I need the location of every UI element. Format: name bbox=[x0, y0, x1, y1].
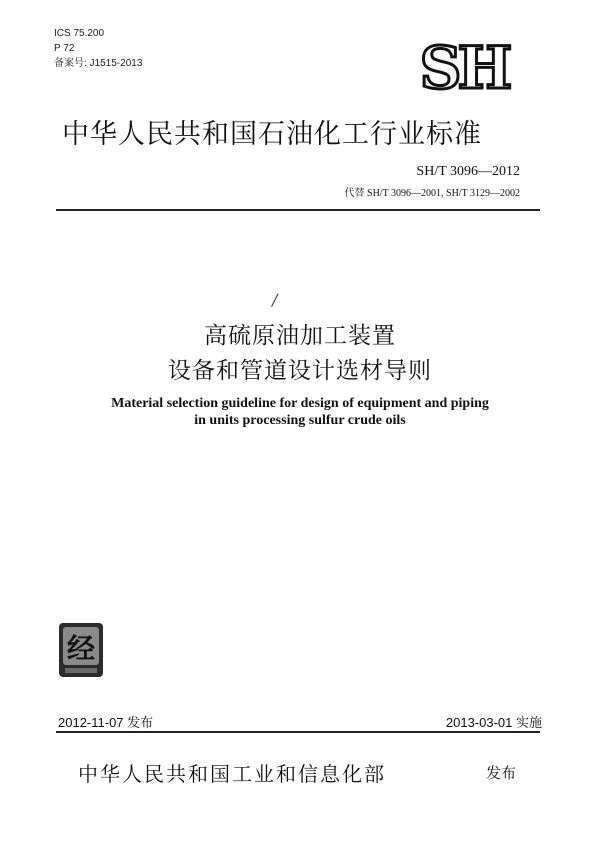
replaces-standards: 代替 SH/T 3096—2001, SH/T 3129—2002 bbox=[344, 188, 520, 199]
scan-mark: / bbox=[272, 290, 278, 309]
implementation-date: 2013-03-01 实施 bbox=[445, 715, 542, 730]
svg-text:经: 经 bbox=[66, 632, 96, 665]
title-en-line1: Material selection guideline for design of equipment and piping bbox=[111, 396, 489, 411]
p-code: P 72 bbox=[54, 43, 75, 54]
header-divider bbox=[56, 209, 540, 211]
sh-logo bbox=[402, 38, 526, 94]
standard-category-title: 中华人民共和国石油化工行业标准 bbox=[62, 119, 482, 150]
standard-number: SH/T 3096—2012 bbox=[416, 164, 520, 179]
svg-text:SH: SH bbox=[419, 38, 509, 94]
title-cn-line1: 高硫原油加工装置 bbox=[204, 323, 396, 349]
publisher-name: 中华人民共和国工业和信息化部 bbox=[78, 762, 386, 786]
footer-divider bbox=[56, 731, 540, 733]
title-en-line2: in units processing sulfur crude oils bbox=[194, 413, 406, 428]
issue-date: 2012-11-07 发布 bbox=[58, 715, 154, 730]
filing-number: 备案号: J1515-2013 bbox=[54, 58, 143, 69]
certification-stamp-icon bbox=[58, 622, 104, 678]
publisher-action: 发布 bbox=[486, 764, 517, 782]
title-cn-line2: 设备和管道设计选材导则 bbox=[168, 358, 432, 384]
ics-code: ICS 75.200 bbox=[54, 28, 105, 39]
